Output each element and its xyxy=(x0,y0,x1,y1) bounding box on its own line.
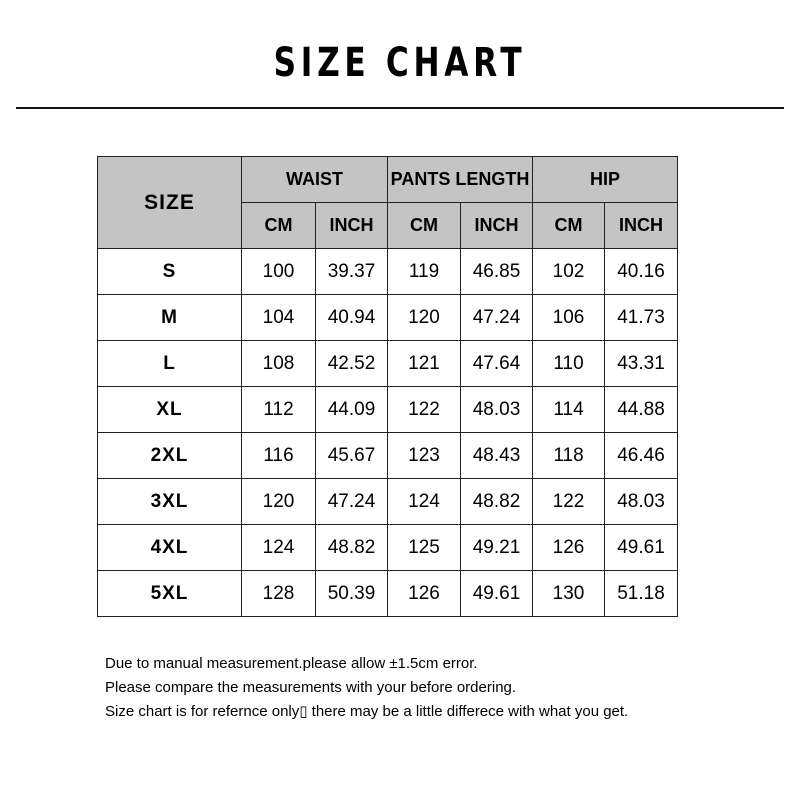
measurement-cell: 48.43 xyxy=(461,433,533,479)
note-line: Due to manual measurement.please allow ±1.5cm error. xyxy=(105,655,478,672)
notes xyxy=(105,652,785,724)
size-label: 4XL xyxy=(98,525,242,571)
page-title: SIZE CHART xyxy=(273,40,527,86)
size-label: 2XL xyxy=(98,433,242,479)
measurement-cell: 49.61 xyxy=(605,525,678,571)
table-row xyxy=(98,387,678,433)
measurement-cell: 121 xyxy=(388,341,461,387)
measurement-cell: 40.16 xyxy=(605,249,678,295)
note-line: Please compare the measurements with your before ordering. xyxy=(105,679,517,696)
measurement-cell: 124 xyxy=(388,479,461,525)
size-label: S xyxy=(98,249,242,295)
measurement-cell: 44.09 xyxy=(316,387,388,433)
measurement-cell: 100 xyxy=(242,249,316,295)
measurement-cell: 46.46 xyxy=(605,433,678,479)
measurement-cell: 108 xyxy=(242,341,316,387)
measurement-cell: 112 xyxy=(242,387,316,433)
measurement-cell: 49.61 xyxy=(461,571,533,617)
measurement-cell: 49.21 xyxy=(461,525,533,571)
measurement-cell: 48.82 xyxy=(461,479,533,525)
measurement-cell: 50.39 xyxy=(316,571,388,617)
size-label: XL xyxy=(98,387,242,433)
size-label: L xyxy=(98,341,242,387)
waist-header: WAIST xyxy=(242,157,388,203)
measurement-cell: 119 xyxy=(388,249,461,295)
measurement-cell: 106 xyxy=(533,295,605,341)
measurement-cell: 46.85 xyxy=(461,249,533,295)
measurement-cell: 128 xyxy=(242,571,316,617)
unit-header: CM xyxy=(388,203,461,249)
measurement-cell: 122 xyxy=(533,479,605,525)
unit-header: INCH xyxy=(605,203,678,249)
measurement-cell: 124 xyxy=(242,525,316,571)
table-row xyxy=(98,525,678,571)
table-row xyxy=(98,341,678,387)
measurement-cell: 43.31 xyxy=(605,341,678,387)
measurement-cell: 44.88 xyxy=(605,387,678,433)
measurement-cell: 42.52 xyxy=(316,341,388,387)
measurement-cell: 48.82 xyxy=(316,525,388,571)
measurement-cell: 110 xyxy=(533,341,605,387)
measurement-cell: 120 xyxy=(388,295,461,341)
measurement-cell: 104 xyxy=(242,295,316,341)
size-label: 5XL xyxy=(98,571,242,617)
table-row xyxy=(98,571,678,617)
table-row xyxy=(98,295,678,341)
size-column-header: SIZE xyxy=(98,157,242,249)
measurement-cell: 39.37 xyxy=(316,249,388,295)
measurement-cell: 45.67 xyxy=(316,433,388,479)
size-chart-table xyxy=(97,156,678,617)
measurement-cell: 116 xyxy=(242,433,316,479)
unit-header: INCH xyxy=(461,203,533,249)
measurement-cell: 130 xyxy=(533,571,605,617)
measurement-cell: 114 xyxy=(533,387,605,433)
measurement-cell: 125 xyxy=(388,525,461,571)
table-row xyxy=(98,479,678,525)
unit-header: CM xyxy=(242,203,316,249)
measurement-cell: 126 xyxy=(388,571,461,617)
measurement-cell: 47.64 xyxy=(461,341,533,387)
measurement-cell: 51.18 xyxy=(605,571,678,617)
measurement-cell: 41.73 xyxy=(605,295,678,341)
table-row xyxy=(98,249,678,295)
measurement-cell: 40.94 xyxy=(316,295,388,341)
unit-header: INCH xyxy=(316,203,388,249)
measurement-cell: 102 xyxy=(533,249,605,295)
measurement-cell: 48.03 xyxy=(605,479,678,525)
title-divider xyxy=(16,107,784,109)
measurement-cell: 123 xyxy=(388,433,461,479)
hip-header: HIP xyxy=(533,157,678,203)
pants-length-header: PANTS LENGTH xyxy=(388,157,533,203)
size-label: 3XL xyxy=(98,479,242,525)
size-label: M xyxy=(98,295,242,341)
measurement-cell: 120 xyxy=(242,479,316,525)
measurement-cell: 118 xyxy=(533,433,605,479)
measurement-cell: 47.24 xyxy=(461,295,533,341)
measurement-cell: 47.24 xyxy=(316,479,388,525)
note-line: Size chart is for refernce only▯ there may be a little differece with what you get. xyxy=(105,703,629,720)
unit-header: CM xyxy=(533,203,605,249)
measurement-cell: 48.03 xyxy=(461,387,533,433)
measurement-cell: 126 xyxy=(533,525,605,571)
table-row xyxy=(98,433,678,479)
measurement-cell: 122 xyxy=(388,387,461,433)
